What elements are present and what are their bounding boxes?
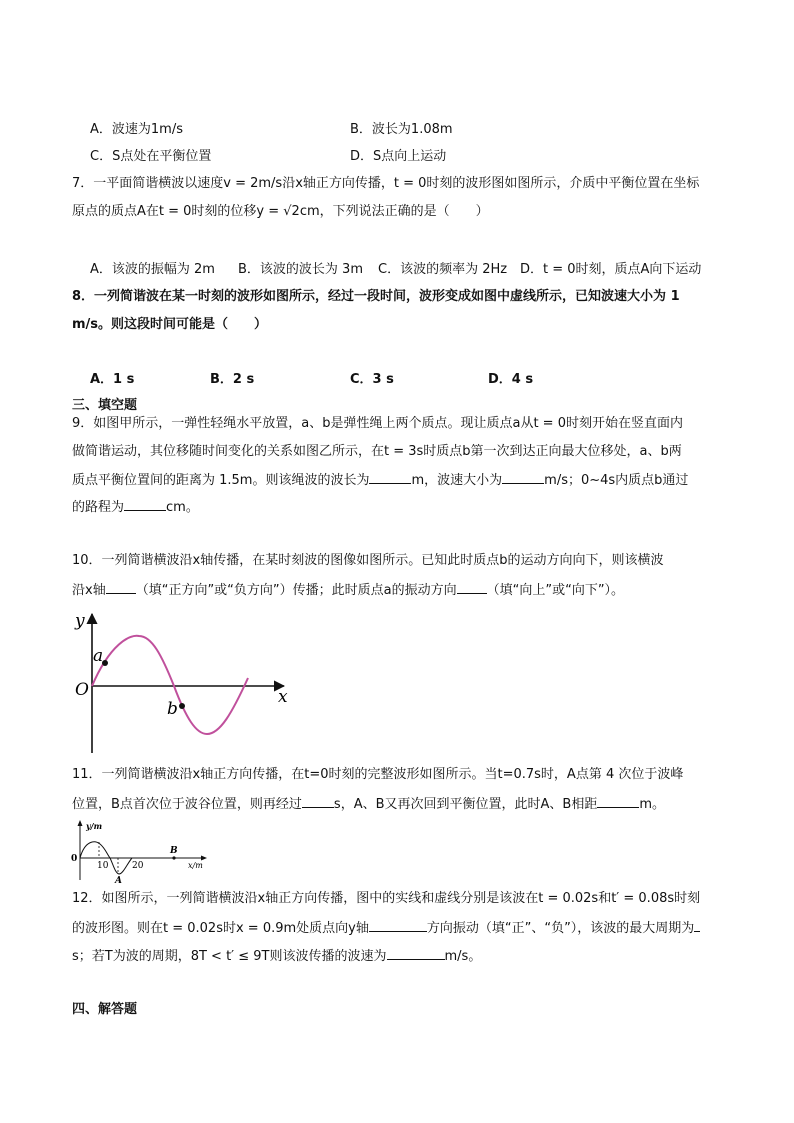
q7-option-c: C．该波的频率为 2Hz: [378, 262, 508, 277]
q12-stem-line2: [72, 918, 700, 938]
q7-stem-line2: 原点的质点A在t = 0时刻的位移y = √2cm，下列说法正确的是（ ）: [72, 204, 489, 219]
q11-x-label: x/m: [188, 861, 203, 870]
q12-blank-period[interactable]: [694, 918, 700, 932]
q11-tick-10: 10: [97, 861, 109, 871]
q12-text-3a: s；若T为波的周期，8T < t′ ≤ 9T则该波传播的波速为: [72, 949, 387, 964]
q8-option-b: B．2 s: [210, 372, 255, 387]
q12-stem-line3: [72, 946, 481, 966]
q10-stem-line2: [72, 580, 624, 600]
q9-stem-line1: 9．如图甲所示，一弹性轻绳水平放置，a、b是弹性绳上两个质点。现让质点a从t = 0时刻开始在竖直面内: [72, 416, 683, 431]
q6-option-a: A．波速为1m/s: [90, 122, 183, 137]
q12-text-2a: 的波形图。则在t = 0.02s时x = 0.9m处质点向y轴: [72, 921, 369, 936]
q9-stem-line3: [72, 470, 688, 490]
q12-stem-line1: 12．如图所示，一列简谐横波沿x轴正方向传播，图中的实线和虚线分别是该波在t = 0.02s和t′ = 0.08s时刻: [72, 891, 701, 906]
q11-wave-figure: [70, 818, 210, 884]
q10-wave-figure: [70, 608, 300, 758]
q10-label-a: a: [93, 646, 104, 666]
q7-stem-line1: 7．一平面简谐横波以速度v = 2m/s沿x轴正方向传播，t = 0时刻的波形图如图所示，介质中平衡位置在坐标: [72, 176, 700, 191]
q9-text-3a: 质点平衡位置间的距离为 1.5m。则该绳波的波长为: [72, 473, 370, 488]
q10-point-b: [179, 703, 185, 709]
q11-x-arrow: [201, 856, 207, 861]
q7-option-d: D．t = 0时刻，质点A向下运动: [520, 262, 702, 277]
q7-option-b: B．该波的波长为 3m: [238, 262, 363, 277]
q9-stem-line2: 做简谐运动，其位移随时间变化的关系如图乙所示，在t = 3s时质点b第一次到达正向最大位移处，a、b两: [72, 444, 682, 459]
q10-wave-curve: [92, 636, 248, 734]
q11-tick-20: 20: [132, 861, 144, 871]
q9-blank-wavelength[interactable]: [369, 470, 411, 484]
q11-stem-line1: 11．一列简谐横波沿x轴正方向传播，在t=0时刻的完整波形如图所示。当t=0.7s时，A点第 4 次位于波峰: [72, 767, 684, 782]
q6-option-d: D．S点向上运动: [350, 149, 447, 164]
q9-text-3c: m/s；0~4s内质点b通过: [544, 473, 689, 488]
q6-option-c: C．S点处在平衡位置: [90, 149, 212, 164]
q11-blank-distance[interactable]: [597, 794, 639, 808]
q10-blank-direction[interactable]: [106, 580, 136, 594]
section-title-solutions: 四、解答题: [72, 1002, 138, 1017]
q10-blank-vibration[interactable]: [457, 580, 487, 594]
q12-blank-direction[interactable]: [369, 918, 427, 932]
q10-stem-line1: 10．一列简谐横波沿x轴传播，在某时刻波的图像如图所示。已知此时质点b的运动方向向下，则该横波: [72, 553, 664, 568]
q12-text-2b: 方向振动（填“正”、“负”），该波的最大周期为: [426, 921, 695, 936]
q11-y-label: y/m: [86, 821, 103, 831]
q11-origin-label: 0: [71, 854, 78, 864]
q11-text-2a: 位置，B点首次位于波谷位置，则再经过: [72, 797, 302, 812]
q8-option-c: C．3 s: [350, 372, 394, 387]
q11-text-2c: m。: [639, 797, 665, 812]
q9-text-4b: cm。: [166, 500, 199, 515]
q10-origin-label: O: [75, 680, 89, 700]
section-title-fill-blank: 三、填空题: [72, 398, 138, 413]
q9-stem-line4: [72, 497, 199, 517]
q11-text-2b: s，A、B又再次回到平衡位置，此时A、B相距: [333, 797, 598, 812]
q9-text-4a: 的路程为: [72, 500, 125, 515]
q11-blank-time[interactable]: [302, 794, 334, 808]
q10-text-2a: 沿x轴: [72, 583, 106, 598]
q7-option-a: A．该波的振幅为 2m: [90, 262, 215, 277]
q11-stem-line2: [72, 794, 665, 814]
q11-point-b: [172, 856, 175, 859]
q10-label-b: b: [167, 699, 178, 719]
q9-blank-speed[interactable]: [502, 470, 544, 484]
q10-text-2b: （填“正方向”或“负方向”）传播；此时质点a的振动方向: [135, 583, 457, 598]
q8-option-a: A．1 s: [90, 372, 135, 387]
q11-label-a: A: [115, 876, 122, 884]
q11-y-arrow: [78, 820, 83, 826]
q10-text-2c: （填“向上”或“向下”）。: [486, 583, 625, 598]
q12-blank-speed[interactable]: [387, 946, 445, 960]
q8-option-d: D．4 s: [488, 372, 534, 387]
q6-option-b: B．波长为1.08m: [350, 122, 453, 137]
q10-x-label: x: [278, 687, 288, 707]
q8-stem-line2: m/s。则这段时间可能是（ ）: [72, 317, 268, 332]
q9-blank-distance[interactable]: [124, 497, 166, 511]
q9-text-3b: m，波速大小为: [411, 473, 503, 488]
q12-text-3b: m/s。: [444, 949, 482, 964]
q10-y-label: y: [75, 611, 85, 631]
q11-label-b: B: [170, 846, 178, 856]
q8-stem-line1: 8．一列简谐波在某一时刻的波形如图所示，经过一段时间，波形变成如图中虚线所示，已知波速大小为 1: [72, 289, 680, 304]
